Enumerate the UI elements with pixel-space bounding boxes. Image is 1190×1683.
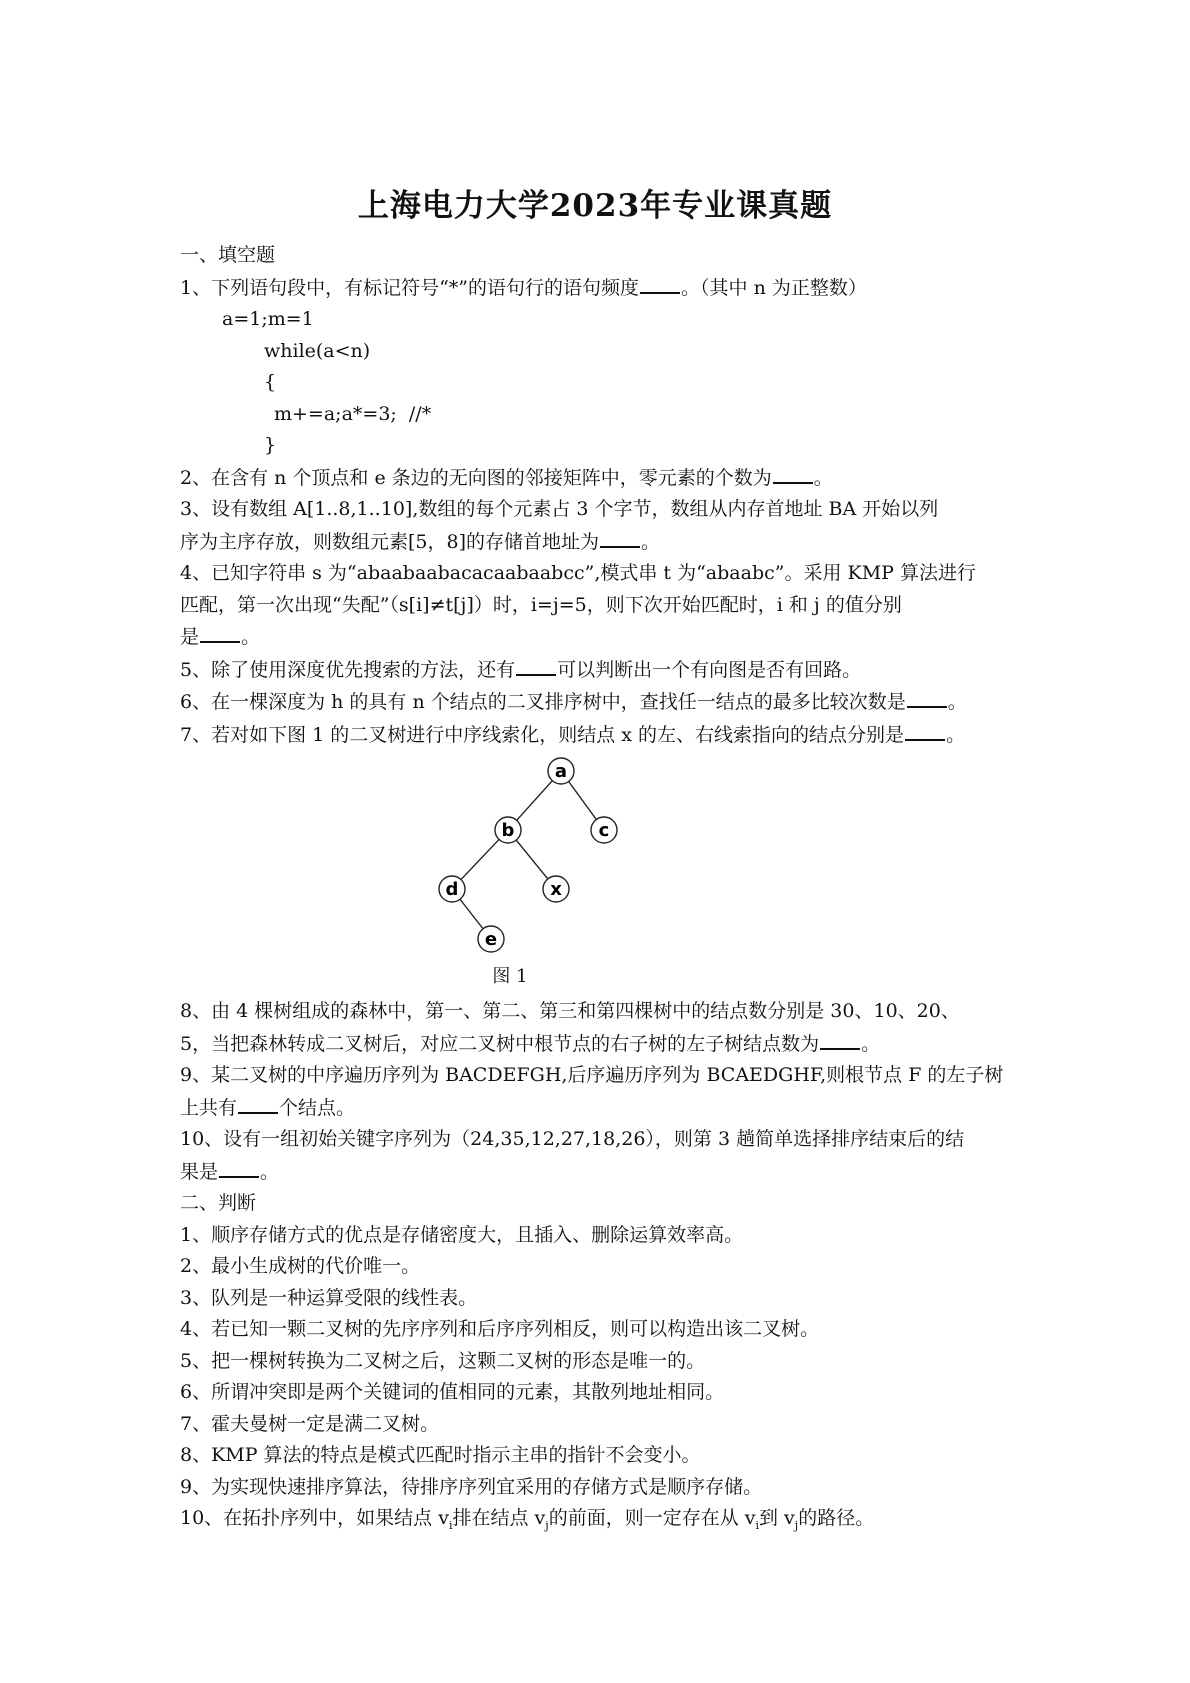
- item-text: 的前面，则一定存在从 v: [548, 1507, 756, 1529]
- tree-node-b: [495, 817, 521, 843]
- answer-blank: [600, 526, 640, 548]
- figure-caption: 图 1: [492, 966, 528, 987]
- question-9: [180, 1060, 1020, 1124]
- question-text: 可以判断出一个有向图是否有回路。: [557, 658, 862, 681]
- tree-edge-a-b: [517, 781, 553, 821]
- question-2: [180, 462, 1020, 495]
- question-text: 5、除了使用深度优先搜索的方法，还有: [180, 658, 516, 681]
- code-line: while(a<n): [264, 339, 371, 362]
- judgment-item: [180, 1503, 1020, 1541]
- answer-blank: [820, 1028, 860, 1050]
- item-text: 排在结点 v: [452, 1507, 546, 1529]
- answer-blank: [516, 654, 556, 676]
- section-heading-true-false: 二、判断: [180, 1192, 257, 1214]
- judgment-item: 2、最小生成树的代价唯一。: [180, 1255, 421, 1277]
- question-1: [180, 272, 1020, 305]
- exam-content: [180, 240, 1020, 1541]
- question-4: [180, 558, 1020, 654]
- subscript: j: [545, 1518, 549, 1532]
- tree-node-label: d: [445, 879, 459, 900]
- subscript: i: [448, 1518, 453, 1532]
- judgment-item: 1、顺序存储方式的优点是存储密度大，且插入、删除运算效率高。: [180, 1223, 744, 1246]
- answer-blank: [773, 462, 813, 484]
- tree-node-label: a: [554, 761, 568, 782]
- question-text: 。: [861, 1032, 881, 1055]
- page-title: 上海电力大学2023年专业课真题: [357, 188, 833, 224]
- code-line: m+=a;a*=3; //*: [274, 402, 432, 425]
- question-text: 。（其中 n 为正整数）: [681, 276, 867, 299]
- code-line: a=1;m=1: [222, 308, 314, 330]
- question-text: 。: [946, 723, 966, 746]
- question-text: 。: [947, 691, 967, 713]
- question-text: 是: [180, 626, 200, 648]
- tree-node-label: x: [550, 879, 562, 900]
- question-text: 10、设有一组初始关键字序列为（24,35,12,27,18,26），则第 3 趟简单选择排序结束后的结: [180, 1128, 965, 1150]
- question-text: 序为主序存放，则数组元素[5，8]的存储首地址为: [180, 530, 600, 553]
- answer-blank: [200, 621, 240, 643]
- answer-blank: [219, 1156, 259, 1178]
- question-text: 9、某二叉树的中序遍历序列为 BACDEFGH,后序遍历序列为 BCAEDGHF,则根节点 F 的左子树: [180, 1064, 1004, 1086]
- section-heading-fill-blank: 一、填空题: [180, 244, 276, 266]
- question-8: [180, 996, 1020, 1060]
- item-text: 的路径。: [798, 1507, 875, 1529]
- question-3: [180, 494, 1020, 558]
- answer-blank: [640, 272, 680, 294]
- judgment-item: 3、队列是一种运算受限的线性表。: [180, 1286, 478, 1309]
- question-text: 个结点。: [279, 1096, 356, 1119]
- tree-node-c: [591, 817, 617, 843]
- question-text: 。: [813, 466, 833, 489]
- question-text: 果是: [180, 1160, 219, 1183]
- question-text: 7、若对如下图 1 的二叉树进行中序线索化，则结点 x 的左、右线索指向的结点分别是: [180, 723, 905, 746]
- question-text: 2、在含有 n 个顶点和 e 条边的无向图的邻接矩阵中，零元素的个数为: [180, 466, 772, 489]
- tree-node-label: b: [501, 820, 515, 841]
- question-text: 。: [641, 530, 661, 553]
- question-10: [180, 1124, 1020, 1188]
- question-text: 4、已知字符串 s 为“abaabaabacacaabaabcc”,模式串 t 为“abaabc”。采用 KMP 算法进行: [180, 562, 976, 584]
- tree-node-d: [439, 876, 465, 902]
- item-text: 到 v: [759, 1507, 795, 1529]
- question-6: [180, 686, 1020, 719]
- question-text: 3、设有数组 A[1..8,1..10],数组的每个元素占 3 个字节，数组从内存首地址 BA 开始以列: [180, 498, 939, 520]
- answer-blank: [238, 1092, 278, 1114]
- question-text: 1、下列语句段中，有标记符号“*”的语句行的语句频度: [180, 276, 640, 299]
- answer-blank: [907, 686, 947, 708]
- question-text: 6、在一棵深度为 h 的具有 n 个结点的二叉排序树中，查找任一结点的最多比较次数是: [180, 691, 906, 713]
- tree-edge-d-e: [460, 899, 483, 928]
- question-text: 上共有: [180, 1096, 238, 1119]
- answer-blank: [905, 719, 945, 741]
- judgment-item: 6、所谓冲突即是两个关键词的值相同的元素，其散列地址相同。: [180, 1381, 725, 1403]
- figure-1-binary-tree: [180, 751, 1020, 996]
- subscript: i: [755, 1518, 759, 1532]
- question-5: [180, 654, 1020, 687]
- judgment-item: 8、KMP 算法的特点是模式匹配时指示主串的指针不会变小。: [180, 1444, 701, 1466]
- tree-edge-b-x: [516, 840, 548, 879]
- tree-node-a: [548, 758, 574, 784]
- judgment-item: 7、霍夫曼树一定是满二叉树。: [180, 1412, 440, 1435]
- question-7: [180, 719, 1020, 752]
- question-text: 8、由 4 棵树组成的森林中，第一、第二、第三和第四棵树中的结点数分别是 30、10、20、: [180, 1000, 960, 1022]
- judgment-item: 5、把一棵树转换为二叉树之后，这颗二叉树的形态是唯一的。: [180, 1349, 706, 1372]
- judgment-item: 9、为实现快速排序算法，待排序序列宜采用的存储方式是顺序存储。: [180, 1475, 763, 1498]
- tree-node-label: c: [598, 820, 610, 841]
- tree-node-x: [543, 876, 569, 902]
- item-text: 10、在拓扑序列中，如果结点 v: [180, 1507, 449, 1529]
- code-line: {: [264, 371, 277, 393]
- tree-edge-a-c: [569, 782, 597, 820]
- tree-node-e: [478, 926, 504, 952]
- question-text: 。: [260, 1160, 280, 1183]
- binary-tree-diagram: [180, 751, 1020, 981]
- tree-node-label: e: [484, 929, 498, 950]
- subscript: j: [794, 1518, 799, 1532]
- code-line: }: [264, 434, 277, 456]
- judgment-item: 4、若已知一颗二叉树的先序序列和后序序列相反，则可以构造出该二叉树。: [180, 1318, 820, 1340]
- tree-edge-b-d: [461, 839, 499, 879]
- question-text: 5，当把森林转成二叉树后，对应二叉树中根节点的右子树的左子树结点数为: [180, 1032, 820, 1055]
- question-text: 。: [241, 626, 261, 648]
- question-text: 匹配，第一次出现“失配”（s[i]≠t[j]）时，i=j=5，则下次开始匹配时，i 和 j 的值分别: [180, 593, 902, 616]
